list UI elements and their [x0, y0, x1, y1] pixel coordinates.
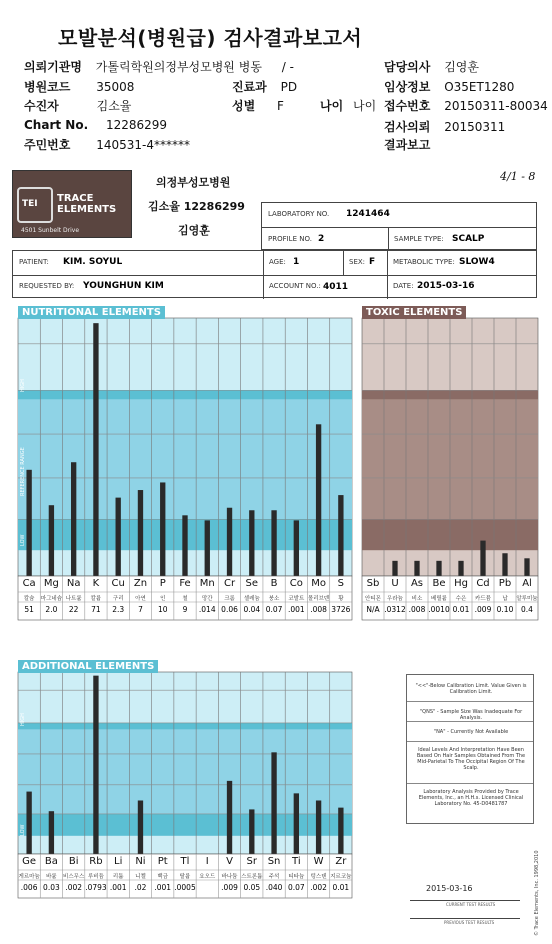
date-value: 2015-03-16 — [417, 281, 475, 291]
additional-value-w: .002 — [310, 883, 327, 892]
code-row — [24, 78, 134, 95]
inst-label: 의뢰기관명 — [24, 60, 82, 74]
additional-value-sr: 0.05 — [243, 883, 261, 892]
dept-label: 병동 — [238, 60, 262, 74]
additional-symbol-li: Li — [114, 856, 123, 867]
sample-label: SAMPLE TYPE: — [394, 235, 444, 243]
nutritional-bar-na — [71, 462, 76, 576]
clinic-row — [232, 78, 297, 95]
nutritional-bar-mg — [49, 505, 54, 576]
nutritional-korean-na: 나트륨 — [65, 596, 82, 602]
nutritional-bar-mo — [316, 424, 321, 576]
additional-low-band — [18, 814, 352, 836]
additional-value-ge: .006 — [20, 883, 38, 892]
rrn-value: 140531-4****** — [96, 138, 190, 152]
age-label-en: AGE: — [269, 258, 286, 266]
additional-bar-zr — [338, 808, 343, 854]
toxic-symbol-al: Al — [522, 578, 532, 589]
doctor-label: 담당의사 — [384, 60, 431, 74]
sex-value-en: F — [369, 257, 376, 267]
lab-no-label: LABORATORY NO. — [268, 210, 330, 218]
toxic-korean-u: 우라늄 — [387, 596, 403, 602]
clinical-label: 임상정보 — [384, 80, 431, 94]
nutritional-value-co: .001 — [287, 605, 305, 614]
chart-row — [24, 118, 167, 132]
nutritional-korean-fe: 철 — [182, 596, 188, 602]
clinical-row — [384, 78, 514, 95]
nutritional-symbol-mn: Mn — [199, 578, 215, 589]
toxic-bar-be — [436, 561, 441, 576]
nutritional-symbol-cu: Cu — [111, 578, 125, 589]
nutritional-korean-p: 인 — [160, 596, 166, 602]
requested-value: YOUNGHUN KIM — [83, 281, 164, 291]
report-row — [384, 136, 440, 153]
clinical-value: O35ET1280 — [444, 80, 515, 94]
additional-symbol-tl: Tl — [180, 856, 190, 867]
toxic-bar-u — [392, 561, 397, 576]
additional-korean-pt: 백금 — [157, 874, 169, 880]
nutritional-symbol-s: S — [337, 578, 345, 589]
clinic-label: 진료과 — [232, 80, 267, 94]
report-label: 결과보고 — [384, 138, 431, 152]
toxic-korean-be: 베릴륨 — [431, 596, 447, 602]
nutritional-value-cr: 0.06 — [221, 605, 238, 614]
account-label: ACCOUNT NO.: — [269, 282, 321, 290]
additional-symbol-sr: Sr — [246, 856, 258, 867]
toxic-value-al: 0.4 — [521, 605, 533, 614]
nutritional-bar-b — [271, 510, 276, 576]
additional-symbol-pt: Pt — [157, 856, 168, 867]
doctor-value: 김영훈 — [444, 60, 479, 74]
account-value: 4011 — [323, 282, 349, 292]
additional-korean-i: 요오드 — [199, 874, 216, 880]
nutritional-value-p: 10 — [157, 605, 168, 614]
additional-korean-sn: 주석 — [268, 874, 280, 880]
additional-korean-li: 리튬 — [112, 874, 124, 880]
toxic-bar-as — [414, 561, 419, 576]
toxic-symbol-sb: Sb — [366, 578, 380, 589]
toxic-symbol-cd: Cd — [476, 578, 490, 589]
nutritional-bar-fe — [182, 515, 187, 576]
toxic-symbol-hg: Hg — [454, 578, 468, 589]
nutritional-symbol-mo: Mo — [311, 578, 326, 589]
nutritional-bar-cu — [116, 498, 121, 576]
chart-label: Chart No. — [24, 118, 89, 132]
nutritional-symbol-zn: Zn — [133, 578, 148, 589]
copyright-text: © Trace Elements, Inc. 1998,2010 — [534, 850, 540, 936]
additional-bar-ge — [26, 792, 31, 854]
sex-label-en: SEX: — [349, 258, 366, 266]
nutritional-symbol-ca: Ca — [22, 578, 36, 589]
legend-lab-provider: Laboratory Analysis Provided by Trace Elements, Inc., an H.H.s. Licensed Clinical Laboratory No. 45-D0481787 — [418, 789, 524, 807]
patient-value: 김소율 — [96, 99, 132, 113]
additional-korean-rb: 루비듐 — [87, 874, 104, 880]
receipt-label: 접수번호 — [384, 99, 431, 113]
additional-bar-ni — [138, 800, 143, 854]
toxic-symbol-as: As — [410, 578, 424, 589]
nutritional-title: NUTRITIONAL ELEMENTS — [18, 306, 165, 319]
nutritional-bar-zn — [138, 490, 143, 576]
additional-symbol-bi: Bi — [68, 856, 79, 867]
metabolic-value: SLOW4 — [459, 257, 495, 267]
stamp-patient: 김소율 12286299 — [148, 200, 245, 213]
inst-value: 가톨릭학원의정부성모병원 — [95, 60, 235, 74]
additional-bar-ti — [294, 793, 299, 854]
sample-value: SCALP — [452, 234, 485, 244]
nutritional-value-cu: 2.3 — [112, 605, 125, 614]
stamp-hospital: 의정부성모병원 — [156, 176, 231, 189]
additional-value-ba: 0.03 — [43, 883, 60, 892]
metabolic-label: METABOLIC TYPE: — [393, 258, 455, 266]
request-value: 20150311 — [444, 120, 506, 134]
lab-report — [8, 166, 544, 940]
sex-label: 성별 — [232, 99, 256, 113]
nutritional-value-mo: .008 — [310, 605, 327, 614]
nutritional-korean-cu: 구리 — [112, 596, 124, 602]
stamp-doctor: 김영훈 — [178, 224, 210, 237]
patient-label: 수진자 — [24, 99, 59, 113]
nutritional-value-mn: .014 — [198, 605, 216, 614]
additional-value-ni: .02 — [134, 883, 147, 892]
nutritional-value-b: 0.07 — [265, 605, 283, 614]
nutritional-korean-cr: 크롬 — [224, 596, 235, 602]
nutritional-symbol-cr: Cr — [223, 578, 236, 589]
additional-bar-ba — [49, 811, 54, 854]
additional-symbol-w: W — [313, 856, 324, 867]
nutritional-reference-label: REFERENCE RANGE — [20, 447, 26, 496]
rrn-label: 주민번호 — [24, 138, 71, 152]
logo-address: 4501 Sunbelt Drive — [21, 227, 80, 234]
logo-name: TRACE ELEMENTS — [57, 193, 117, 215]
additional-value-li: .001 — [109, 883, 127, 892]
toxic-symbol-be: Be — [432, 578, 446, 589]
nutritional-value-se: 0.04 — [243, 605, 261, 614]
rrn-row — [24, 136, 190, 153]
additional-symbol-i: I — [205, 856, 209, 867]
age-value-en: 1 — [293, 257, 300, 267]
nutritional-symbol-mg: Mg — [43, 578, 59, 589]
additional-bar-sr — [249, 809, 254, 854]
additional-symbol-ba: Ba — [44, 856, 58, 867]
toxic-korean-sb: 안티몬 — [365, 596, 381, 602]
additional-symbol-ni: Ni — [135, 856, 146, 867]
nutritional-korean-b: 붕소 — [268, 596, 280, 602]
toxic-value-cd: .009 — [474, 605, 492, 614]
nutritional-bar-mn — [205, 520, 210, 576]
code-label: 병원코드 — [24, 80, 71, 94]
nutritional-korean-mn: 망간 — [201, 596, 213, 602]
nutritional-korean-co: 코발트 — [288, 596, 305, 602]
nutritional-symbol-se: Se — [245, 578, 259, 589]
date-label: DATE: — [393, 282, 414, 290]
age-label: 나이 — [320, 99, 344, 113]
nutritional-symbol-b: B — [270, 578, 278, 589]
toxic-korean-hg: 수은 — [455, 596, 467, 602]
additional-symbol-rb: Rb — [89, 856, 103, 867]
additional-symbol-ti: Ti — [292, 856, 301, 867]
requested-label: REQUESTED BY: — [19, 282, 75, 290]
additional-value-zr: 0.01 — [332, 883, 350, 892]
toxic-value-u: .0312 — [384, 605, 406, 614]
nutritional-korean-k: 칼륨 — [90, 596, 102, 602]
toxic-value-sb: N/A — [366, 605, 380, 614]
additional-value-bi: .002 — [65, 883, 83, 892]
patient-name-value: KIM. SOYUL — [63, 257, 123, 267]
additional-symbol-sn: Sn — [267, 856, 281, 867]
additional-symbol-ge: Ge — [22, 856, 37, 867]
nutritional-symbol-co: Co — [289, 578, 303, 589]
lab-no-value: 1241464 — [346, 209, 390, 219]
nutritional-korean-zn: 아연 — [135, 596, 146, 602]
additional-value-sn: .040 — [265, 883, 283, 892]
nutritional-korean-se: 셀레늄 — [243, 596, 260, 602]
additional-korean-bi: 비스무스 — [63, 874, 85, 880]
profile-value: 2 — [318, 234, 325, 244]
additional-high-band — [18, 723, 352, 729]
nutritional-high-band — [18, 390, 352, 399]
age-value: 나이 — [353, 99, 377, 113]
patient-row — [24, 97, 131, 114]
request-row — [384, 118, 505, 135]
legend-qns: "QNS" - Sample Size Was Inadequate For Analysis. — [419, 709, 523, 721]
footer-date: 2015-03-16 — [426, 884, 473, 893]
nutritional-bar-cr — [227, 508, 232, 576]
profile-label: PROFILE NO. — [268, 235, 312, 243]
nutritional-value-ca: 51 — [24, 605, 34, 614]
nutritional-bar-co — [294, 520, 299, 576]
legend-box — [406, 674, 534, 824]
signature: 4/1 - 8 — [500, 170, 536, 183]
toxic-korean-cd: 카드뮴 — [475, 596, 491, 602]
nutritional-symbol-p: P — [159, 578, 166, 589]
additional-korean-v: 바나듐 — [221, 874, 238, 880]
toxic-value-hg: 0.01 — [452, 605, 470, 614]
toxic-value-pb: 0.10 — [496, 605, 514, 614]
doctor-row — [384, 58, 479, 75]
patient-name-label: PATIENT: — [19, 258, 49, 266]
toxic-korean-as: 비소 — [411, 596, 423, 602]
additional-title: ADDITIONAL ELEMENTS — [18, 660, 158, 673]
additional-symbol-v: V — [226, 856, 233, 867]
additional-korean-w: 텅스텐 — [310, 874, 327, 880]
age-row — [320, 97, 376, 114]
toxic-korean-pb: 납 — [502, 596, 508, 602]
clinic-value: PD — [280, 80, 298, 94]
toxic-bar-cd — [480, 541, 485, 576]
additional-bar-v — [227, 781, 232, 854]
nutritional-value-s: 3726 — [331, 605, 351, 614]
report-title: 모발분석(병원급) 검사결과보고서 — [58, 26, 363, 50]
nutritional-bar-k — [93, 323, 98, 576]
code-value: 35008 — [96, 80, 135, 94]
nutritional-bar-ca — [26, 470, 31, 576]
nutritional-value-na: 22 — [68, 605, 79, 614]
additional-korean-ge: 게르마늄 — [18, 874, 40, 880]
additional-value-pt: .001 — [154, 883, 172, 892]
sex-row — [232, 97, 284, 114]
nutritional-korean-mg: 마그네슘 — [40, 596, 63, 602]
additional-value-tl: .0005 — [174, 883, 196, 892]
additional-korean-zr: 지르코늄 — [330, 874, 352, 880]
additional-bar-sn — [271, 752, 276, 854]
toxic-bar-al — [524, 558, 529, 576]
chart-value: 12286299 — [105, 118, 168, 132]
nutritional-korean-s: 황 — [338, 596, 344, 602]
nutritional-bar-p — [160, 482, 165, 576]
nutritional-high-label: HIGH — [20, 379, 26, 392]
receipt-value: 20150311-80034 — [444, 99, 548, 113]
toxic-title: TOXIC ELEMENTS — [362, 306, 466, 319]
additional-korean-tl: 탈륨 — [179, 874, 191, 880]
legend-na: "NA" - Currently Not Available — [433, 729, 509, 735]
toxic-symbol-pb: Pb — [498, 578, 512, 589]
nutritional-bar-se — [249, 510, 254, 576]
additional-korean-ni: 니켈 — [135, 874, 146, 880]
additional-korean-ti: 티타늄 — [288, 874, 305, 880]
toxic-symbol-u: U — [391, 578, 399, 589]
sex-value: F — [277, 99, 284, 113]
toxic-bar-pb — [502, 553, 507, 576]
nutritional-symbol-na: Na — [66, 578, 81, 589]
additional-value-v: .009 — [221, 883, 238, 892]
nutritional-value-k: 71 — [91, 605, 101, 614]
additional-korean-sr: 스트론튬 — [241, 874, 263, 880]
additional-korean-ba: 바륨 — [46, 874, 57, 880]
logo-abbr: TEI — [22, 199, 38, 209]
additional-value-rb: .0793 — [85, 883, 107, 892]
additional-bar-w — [316, 800, 321, 854]
nutritional-korean-mo: 몰리브덴 — [307, 596, 330, 602]
nutritional-korean-ca: 칼슘 — [23, 596, 35, 602]
receipt-row — [384, 97, 548, 114]
additional-bar-rb — [93, 676, 98, 854]
nutritional-bar-s — [338, 495, 343, 576]
dept-value: / - — [281, 60, 294, 74]
nutritional-low-label: LOW — [20, 534, 26, 546]
additional-symbol-zr: Zr — [335, 856, 347, 867]
institution-row — [24, 58, 294, 75]
nutritional-value-mg: 2.0 — [45, 605, 58, 614]
additional-low-label: LOW — [20, 824, 26, 836]
previous-results-label: PREVIOUS TEST RESULTS — [444, 920, 495, 925]
nutritional-symbol-k: K — [92, 578, 100, 589]
nutritional-value-fe: 9 — [182, 605, 188, 614]
legend-below-calibration: "<<"-Below Calibration Limit. Value Given is Calibration Limit. — [415, 683, 527, 695]
toxic-value-as: .008 — [408, 605, 426, 614]
toxic-korean-al: 알루미늄 — [516, 596, 538, 602]
request-label: 검사의뢰 — [384, 120, 431, 134]
nutritional-symbol-fe: Fe — [179, 578, 191, 589]
legend-ideal-levels: Ideal Levels And Interpretation Have Been Based On Hair Samples Obtained From The Mid-Parietal To The Occipital Region Of The Scalp. — [416, 747, 526, 771]
current-results-label: CURRENT TEST RESULTS — [446, 902, 496, 907]
nutritional-value-zn: 7 — [138, 605, 143, 614]
toxic-value-be: .0010 — [428, 605, 450, 614]
additional-reference-range-zone — [18, 723, 352, 814]
nutritional-reference-range-zone — [18, 390, 352, 519]
toxic-bar-hg — [458, 561, 463, 576]
additional-value-ti: 0.07 — [287, 883, 305, 892]
additional-high-label: HIGH — [20, 713, 26, 726]
